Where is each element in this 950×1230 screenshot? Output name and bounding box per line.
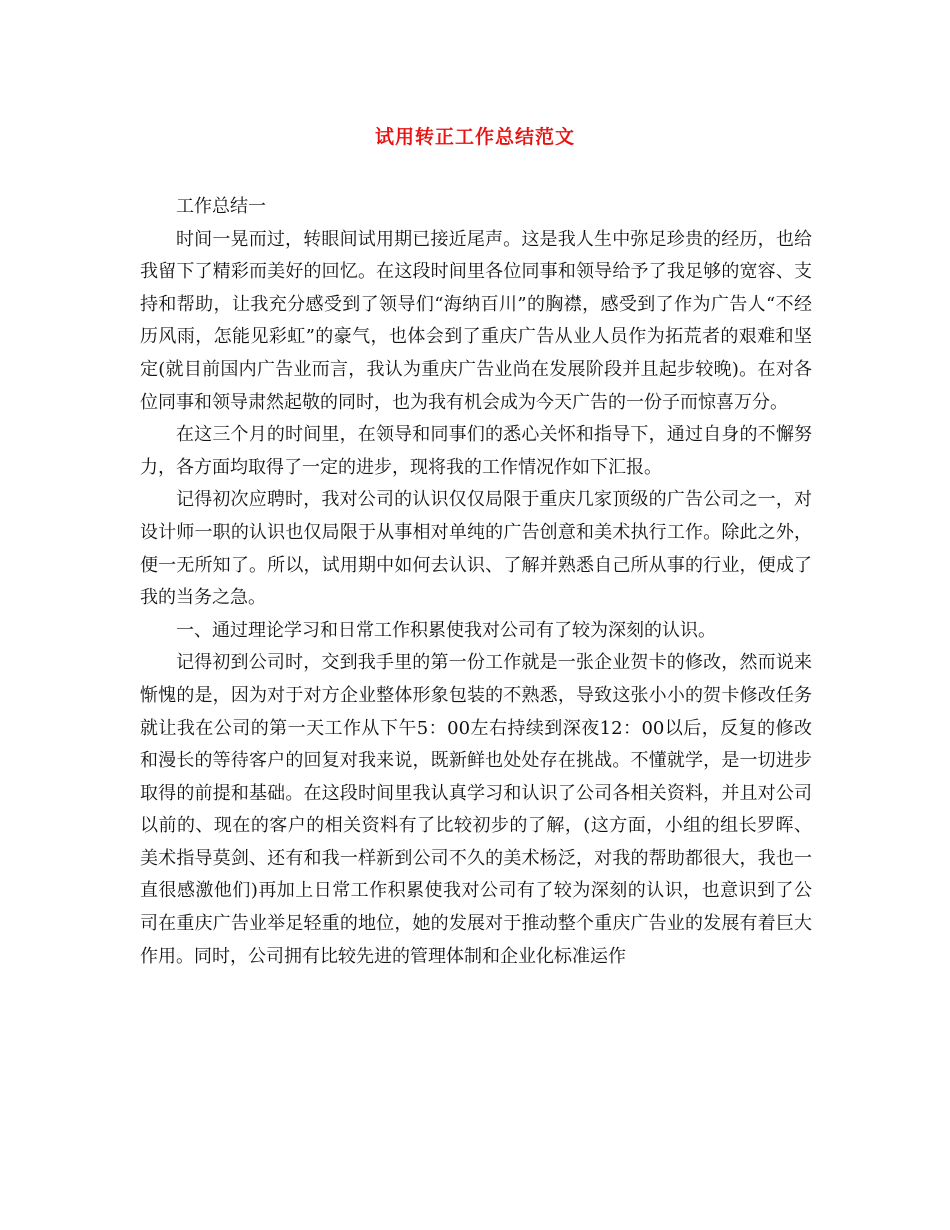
paragraph: 记得初到公司时，交到我手里的第一份工作就是一张企业贺卡的修改，然而说来惭愧的是，因为对于对方企业整体形象包装的不熟悉，导致这张小小的贺卡修改任务就让我在公司的第一天工作从下午5：00左右持续到深夜12：00以后，反复的修改和漫长的等待客户的回复对我来说，既新鲜也处处存在挑战。不懂就学，是一切进步取得的前提和基础。在这段时间里我认真学习和认识了公司各相关资料，并且对公司以前的、现在的客户的相关资料有了比较初步的了解，(这方面，小组的组长罗晖、美术指导莫剑、还有和我一样新到公司不久的美术杨泛，对我的帮助都很大，我也一直很感激他们)再加上日常工作积累使我对公司有了较为深刻的认识，也意识到了公司在重庆广告业举足轻重的地位，她的发展对于推动整个重庆广告业的发展有着巨大作用。同时，公司拥有比较先进的管理体制和企业化标准运作 bbox=[140, 652, 812, 967]
document-title: 试用转正工作总结范文 bbox=[374, 126, 575, 148]
subsection-heading: 一、通过理论学习和日常工作积累使我对公司有了较为深刻的认识。 bbox=[176, 619, 716, 641]
paragraph: 在这三个月的时间里，在领导和同事们的悉心关怀和指导下，通过自身的不懈努力，各方面均取得了一定的进步，现将我的工作情况作如下汇报。 bbox=[140, 424, 812, 478]
paragraph: 时间一晃而过，转眼间试用期已接近尾声。这是我人生中弥足珍贵的经历，也给我留下了精彩而美好的回忆。在这段时间里各位同事和领导给予了我足够的宽容、支持和帮助，让我充分感受到了领导们“海纳百川”的胸襟，感受到了作为广告人“不经历风雨，怎能见彩虹”的豪气，也体会到了重庆广告从业人员作为拓荒者的艰难和坚定(就目前国内广告业而言，我认为重庆广告业尚在发展阶段并且起步较晚)。在对各位同事和领导肃然起敬的同时，也为我有机会成为今天广告的一份子而惊喜万分。 bbox=[140, 228, 812, 413]
paragraph: 记得初次应聘时，我对公司的认识仅仅局限于重庆几家顶级的广告公司之一，对设计师一职的认识也仅局限于从事相对单纯的广告创意和美术执行工作。除此之外，便一无所知了。所以，试用期中如何去认识、了解并熟悉自己所从事的行业，便成了我的当务之急。 bbox=[140, 489, 812, 609]
section-heading: 工作总结一 bbox=[176, 196, 266, 217]
document-body bbox=[140, 191, 812, 973]
